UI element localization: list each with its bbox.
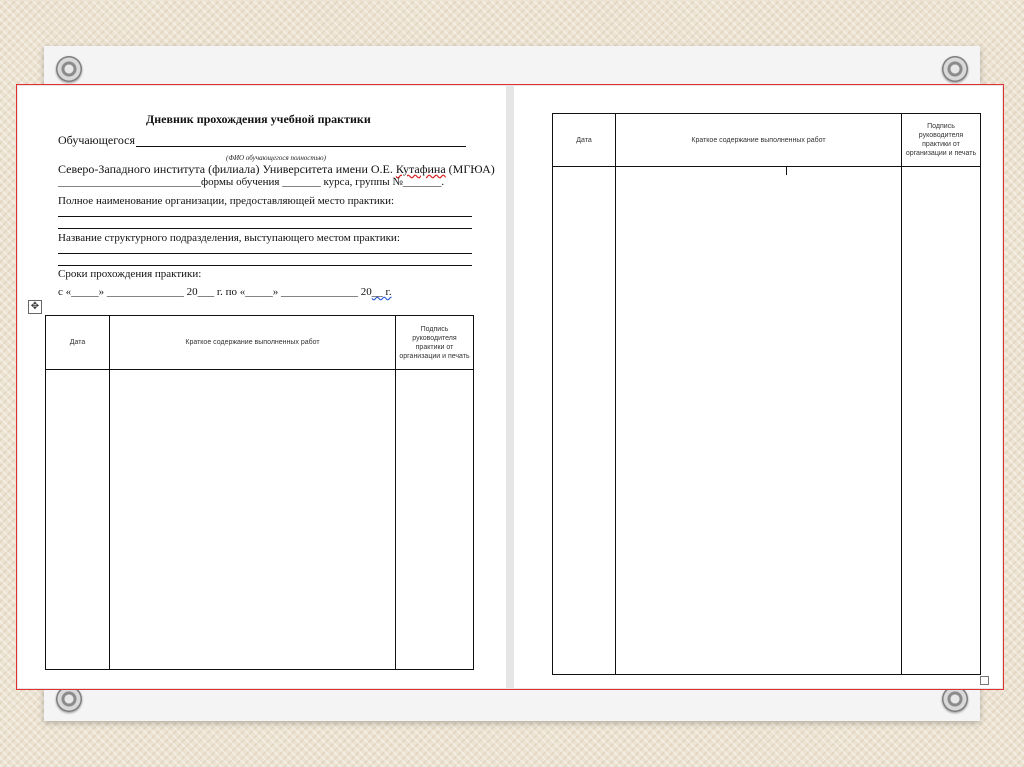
institute-text: Северо-Западного института (филиала) Университета имени О.Е. xyxy=(58,162,396,176)
document-title: Дневник прохождения учебной практики xyxy=(146,112,371,126)
table-resize-handle[interactable] xyxy=(980,676,989,685)
dates-line xyxy=(58,286,392,298)
cell-content[interactable] xyxy=(110,370,396,670)
division-line xyxy=(58,265,472,266)
institute-line xyxy=(58,162,495,177)
cell-date[interactable] xyxy=(46,370,110,670)
cell-date[interactable] xyxy=(553,167,616,675)
dates-label: Сроки прохождения практики: xyxy=(58,268,202,280)
header-date: Дата xyxy=(46,316,110,370)
table-move-handle-icon[interactable]: ✥ xyxy=(28,300,42,314)
student-name-line xyxy=(136,146,466,147)
organization-label: Полное наименование организации, предоставляющей место практики: xyxy=(58,195,395,207)
header-content: Краткое содержание выполненных работ xyxy=(110,316,396,370)
organization-line xyxy=(58,216,472,217)
header-signature: Подпись руководителя практики от организации и печать xyxy=(396,316,474,370)
student-label: Обучающегося xyxy=(58,133,135,147)
organization-line xyxy=(58,228,472,229)
cell-signature[interactable] xyxy=(902,167,981,675)
division-label: Название структурного подразделения, выступающего местом практики: xyxy=(58,232,400,244)
cell-content[interactable] xyxy=(616,167,902,675)
header-content: Краткое содержание выполненных работ xyxy=(616,114,902,167)
header-signature: Подпись руководителя практики от организации и печать xyxy=(902,114,981,167)
text-cursor xyxy=(786,166,787,175)
cell-signature[interactable] xyxy=(396,370,474,670)
dates-year-suffix: __ г. xyxy=(371,286,392,298)
institute-surname: Кутафина xyxy=(395,162,446,176)
student-hint: (ФИО обучающегося полностью) xyxy=(226,154,326,162)
pin-icon xyxy=(56,56,82,82)
pin-icon xyxy=(942,56,968,82)
header-date: Дата xyxy=(553,114,616,167)
left-diary-table xyxy=(45,315,474,670)
dates-text: с «_____» ______________ 20___ г. по «_____» ______________ 20 xyxy=(58,286,372,298)
right-diary-table xyxy=(552,113,981,675)
division-line xyxy=(58,253,472,254)
study-form-line: __________________________формы обучения _______ курса, группы №_______. xyxy=(58,176,445,188)
institute-abbr: (МГЮА) xyxy=(445,162,495,176)
